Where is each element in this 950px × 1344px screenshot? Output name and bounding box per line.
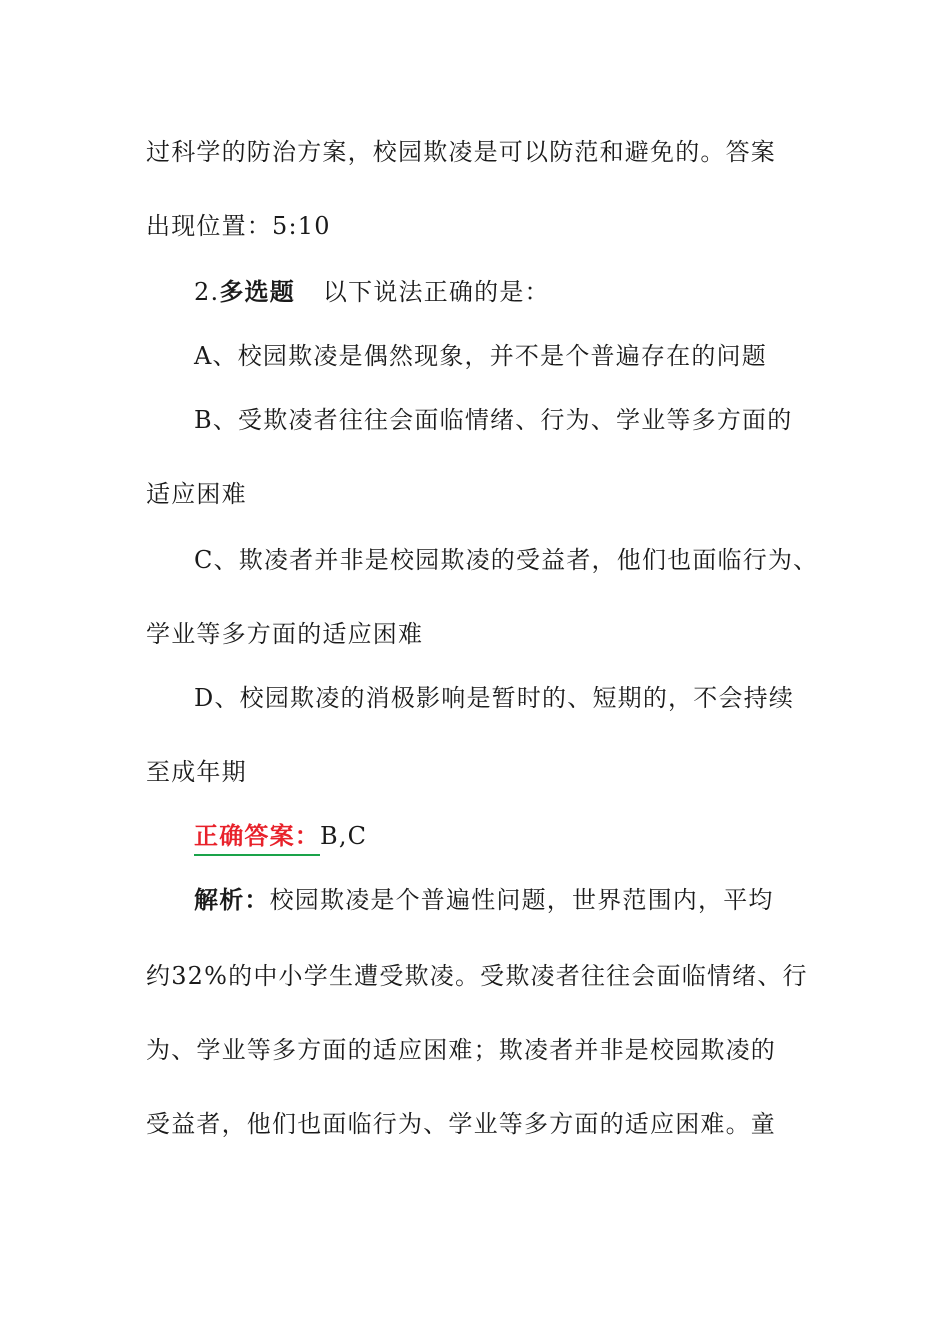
question-number: 2. [194,278,220,306]
answer-label: 正确答案： [194,820,320,852]
option-d-cont: 至成年期 [146,758,247,786]
answer-value: B,C [320,822,368,850]
option-a: A、校园欺凌是偶然现象，并不是个普遍存在的问题 [194,342,767,370]
analysis-line: 约32%的中小学生遭受欺凌。受欺凌者往往会面临情绪、行 [146,962,808,990]
question-type: 多选题 [219,278,295,306]
question-stem: 以下说法正确的是： [322,278,550,306]
option-c-cont: 学业等多方面的适应困难 [146,620,424,648]
paragraph-line: 过科学的防治方案，校园欺凌是可以防范和避免的。答案 [146,138,776,166]
paragraph-line: 出现位置：5:10 [146,212,331,240]
question-header [194,276,816,308]
correct-answer [194,820,816,852]
option-b-cont: 适应困难 [146,480,247,508]
analysis-text: 校园欺凌是个普遍性问题，世界范围内，平均 [269,886,774,914]
analysis-line: 受益者，他们也面临行为、学业等多方面的适应困难。童 [146,1110,776,1138]
answer-underline [194,854,320,856]
analysis-first-line [194,884,816,916]
analysis-label: 解析： [194,886,270,914]
option-b: B、受欺凌者往往会面临情绪、行为、学业等多方面的 [194,406,793,434]
option-d: D、校园欺凌的消极影响是暂时的、短期的，不会持续 [194,684,795,712]
analysis-line: 为、学业等多方面的适应困难；欺凌者并非是校园欺凌的 [146,1036,776,1064]
option-c: C、欺凌者并非是校园欺凌的受益者，他们也面临行为、 [194,546,819,574]
